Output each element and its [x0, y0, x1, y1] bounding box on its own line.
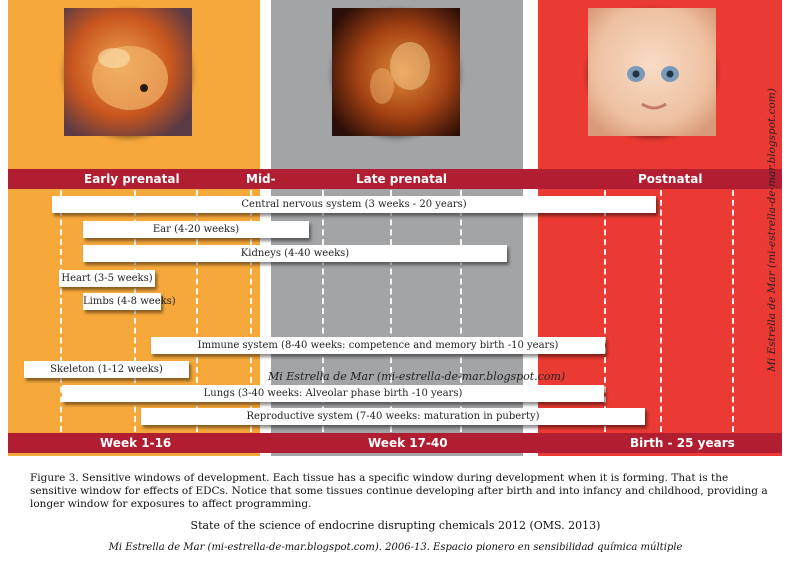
fetus-photo	[332, 8, 460, 136]
gridline	[732, 190, 734, 432]
gridline	[660, 190, 662, 432]
watermark-vertical: Mi Estrella de Mar (mi-estrella-de-mar.blogspot.com)	[766, 88, 778, 372]
week-label-postnatal: Birth - 25 years	[630, 436, 735, 450]
week-label-early: Week 1-16	[100, 436, 172, 450]
bar-ear: Ear (4-20 weeks)	[83, 221, 309, 238]
stage-header-band	[8, 169, 782, 189]
week-label-late: Week 17-40	[368, 436, 448, 450]
bar-central-nervous-system: Central nervous system (3 weeks - 20 years)	[52, 196, 656, 213]
bar-reproductive-system: Reproductive system (7-40 weeks: maturation in puberty)	[141, 408, 645, 425]
stage-label-early: Early prenatal	[84, 172, 180, 186]
stage-label-mid: Mid-	[246, 172, 276, 186]
week-footer-band	[8, 433, 782, 453]
source-line: State of the science of endocrine disrupting chemicals 2012 (OMS. 2013)	[190, 519, 601, 532]
bar-skeleton: Skeleton (1-12 weeks)	[24, 361, 189, 378]
watermark-center: Mi Estrella de Mar (mi-estrella-de-mar.blogspot.com)	[268, 370, 566, 383]
figure-caption: Figure 3. Sensitive windows of development. Each tissue has a specific window during development when it is forming. That is the sensitive window for effects of EDCs. Notice that some tissues continue developing after birth and into infancy and childhood, providing a longer window for exposures to affect programming.	[30, 472, 768, 510]
baby-photo	[588, 8, 716, 136]
stage-label-postnatal: Postnatal	[638, 172, 703, 186]
bar-immune-system: Immune system (8-40 weeks: competence and memory birth -10 years)	[151, 337, 605, 354]
bar-heart: Heart (3-5 weeks)	[59, 270, 155, 287]
bar-lungs: Lungs (3-40 weeks: Alveolar phase birth -10 years)	[62, 385, 604, 402]
bar-limbs: Limbs (4-8 weeks)	[83, 293, 161, 310]
stage-label-late: Late prenatal	[356, 172, 448, 186]
credit-line: Mi Estrella de Mar (mi-estrella-de-mar.blogspot.com). 2006-13. Espacio pionero en sensibilidad química múltiple	[108, 542, 683, 553]
bar-kidneys: Kidneys (4-40 weeks)	[83, 245, 507, 262]
gridline	[604, 190, 606, 432]
embryo-photo	[64, 8, 192, 136]
